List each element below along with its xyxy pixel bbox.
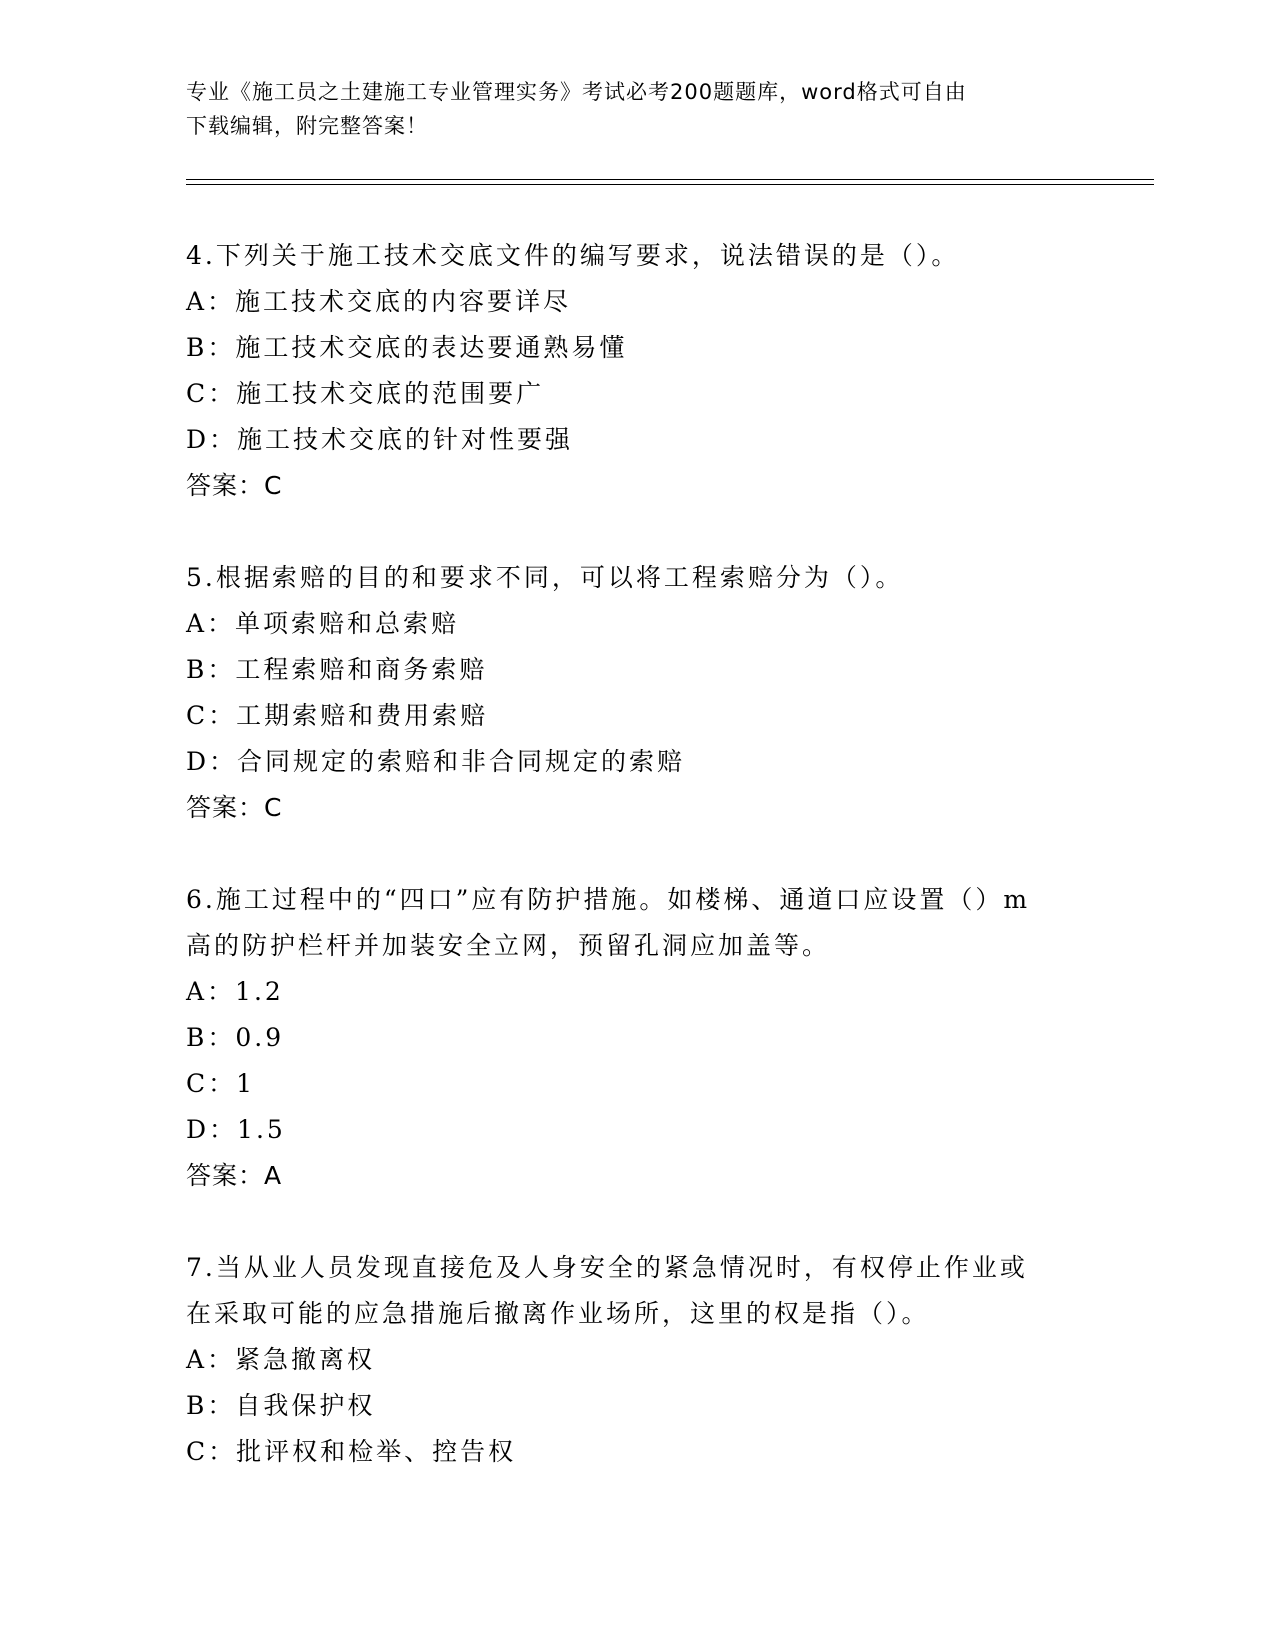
document-header xyxy=(186,75,1066,143)
option-a: A：1.2 xyxy=(186,977,284,1006)
option-d: D：1.5 xyxy=(186,1115,286,1144)
option-d: D：施工技术交底的针对性要强 xyxy=(186,425,574,454)
question-stem-line-2: 高的防护栏杆并加装安全立网，预留孔洞应加盖等。 xyxy=(186,931,831,960)
option-b: B：工程索赔和商务索赔 xyxy=(186,655,488,684)
option-b: B：施工技术交底的表达要通熟易懂 xyxy=(186,333,628,362)
question-6 xyxy=(186,877,1086,1199)
question-stem-line-1: 6.施工过程中的“四口”应有防护措施。如楼梯、通道口应设置（）m xyxy=(186,885,1031,914)
question-stem: 4.下列关于施工技术交底文件的编写要求，说法错误的是（）。 xyxy=(186,241,960,270)
option-c: C：施工技术交底的范围要广 xyxy=(186,379,545,408)
header-line-1: 专业《施工员之土建施工专业管理实务》考试必考200题题库，word格式可自由 xyxy=(186,80,967,104)
option-a: A：紧急撤离权 xyxy=(186,1345,376,1374)
option-a: A：施工技术交底的内容要详尽 xyxy=(186,287,572,316)
header-divider-bottom xyxy=(186,184,1154,185)
question-7 xyxy=(186,1245,1086,1475)
option-c: C：工期索赔和费用索赔 xyxy=(186,701,489,730)
option-c: C：批评权和检举、控告权 xyxy=(186,1437,517,1466)
answer: 答案：A xyxy=(186,1161,283,1190)
option-c: C：1 xyxy=(186,1069,256,1098)
option-a: A：单项索赔和总索赔 xyxy=(186,609,460,638)
question-stem: 5.根据索赔的目的和要求不同，可以将工程索赔分为（）。 xyxy=(186,563,904,592)
header-line-2: 下载编辑，附完整答案！ xyxy=(186,114,428,138)
question-stem-line-1: 7.当从业人员发现直接危及人身安全的紧急情况时，有权停止作业或 xyxy=(186,1253,1028,1282)
question-4 xyxy=(186,233,1086,509)
question-5 xyxy=(186,555,1086,831)
question-list xyxy=(186,233,1086,1521)
option-d: D：合同规定的索赔和非合同规定的索赔 xyxy=(186,747,686,776)
option-b: B：自我保护权 xyxy=(186,1391,376,1420)
answer: 答案：C xyxy=(186,793,283,822)
question-stem-line-2: 在采取可能的应急措施后撤离作业场所，这里的权是指（）。 xyxy=(186,1299,930,1328)
header-divider-top xyxy=(186,179,1154,180)
option-b: B：0.9 xyxy=(186,1023,285,1052)
answer: 答案：C xyxy=(186,471,283,500)
